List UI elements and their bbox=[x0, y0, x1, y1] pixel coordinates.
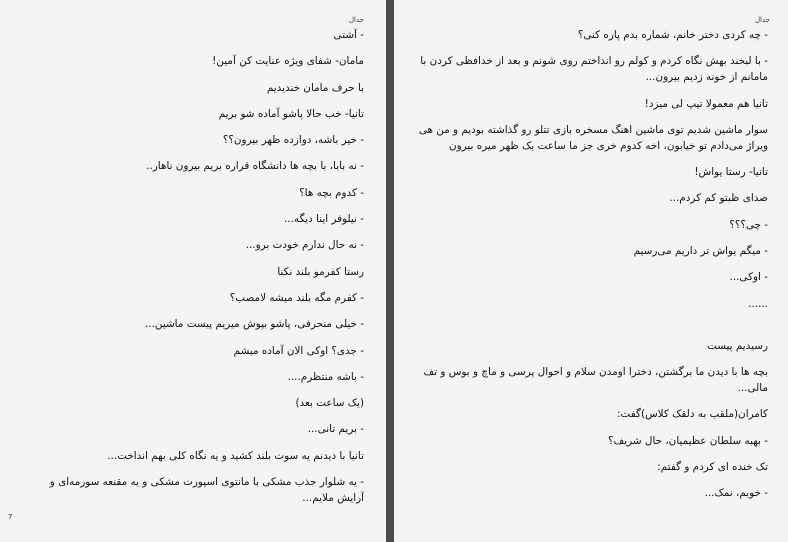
paragraph: - آشتی bbox=[333, 29, 364, 41]
paragraph: با حرف مامان خندیدیم bbox=[266, 81, 364, 94]
scene-break: ...... bbox=[748, 297, 768, 310]
right-page bbox=[394, 0, 788, 542]
paragraph: کامران(ملقب به دلقک کلاس)گفت: bbox=[617, 408, 768, 421]
paragraph: تانیا هم معمولا تیپ لی میزد! bbox=[644, 97, 768, 110]
paragraph: تانیا- رستا یواش! bbox=[694, 166, 768, 179]
paragraph: - خوبم، نمک... bbox=[704, 487, 768, 500]
running-header: جدال bbox=[754, 16, 770, 24]
running-header: جدال bbox=[348, 16, 364, 24]
paragraph: سوار ماشین شدیم توی ماشین اهنگ مسخره بازی تتلو رو گذاشته بودیم و من هی ویراژ می‌دادم تو خیابون، اخه کدوم خری جز ما ساعت یک ظهر میره بیرون bbox=[418, 123, 768, 152]
paragraph: رستا کفرمو بلند نکنا bbox=[277, 265, 364, 278]
paragraph: (یک ساعت بعد) bbox=[295, 397, 364, 410]
paragraph: تانیا با دیدنم یه سوت بلند کشید و یه نگاه کلی بهم انداخت... bbox=[107, 449, 364, 462]
paragraph: - بریم تانی... bbox=[307, 423, 364, 436]
paragraph: رسیدیم پیست bbox=[707, 339, 768, 352]
paragraph: - چی؟؟؟ bbox=[729, 218, 768, 231]
paragraph: صدای ظبتو کم کردم... bbox=[669, 192, 768, 205]
paragraph: - بهبه سلطان عظیمیان، حال شریف؟ bbox=[607, 434, 768, 447]
paragraph: - کفرم مگه بلند میشه لامصب؟ bbox=[229, 291, 364, 304]
paragraph: - میگم یواش تر داریم می‌رسیم bbox=[633, 245, 768, 258]
page-body bbox=[410, 27, 768, 511]
page-body bbox=[20, 27, 364, 516]
page-number: 7 bbox=[8, 513, 13, 521]
page-gutter bbox=[386, 0, 394, 542]
paragraph: - نیلوفر اینا دیگه... bbox=[283, 213, 364, 226]
paragraph: - خیر باشه، دوازده ظهر بیرون؟؟ bbox=[222, 134, 364, 147]
paragraph: - با لبخند بهش نگاه کردم و کولم رو انداختم روی شونم و بعد از خدافظی کردن با مامانم از خونه زدیم بیرون... bbox=[420, 55, 768, 84]
paragraph: - باشه منتظرم.... bbox=[287, 370, 364, 383]
paragraph: - جدی؟ اوکی الان آماده میشم bbox=[233, 344, 364, 357]
paragraph: مامان- شفای ویژه عنایت کن آمین! bbox=[212, 55, 364, 68]
paragraph: تک خنده ای کردم و گفتم: bbox=[657, 460, 768, 473]
paragraph: بچه ها با دیدن ما برگشتن، دخترا اومدن سلام و احوال پرسی و ماچ و بوس و تف مالی... bbox=[423, 365, 768, 394]
paragraph: - خیلی منحرفی، پاشو بپوش میریم پیست ماشین... bbox=[145, 318, 364, 331]
paragraph: - نه بابا، با بچه ها دانشگاه قراره بریم بیرون ناهار.. bbox=[146, 160, 364, 173]
paragraph: تانیا- خب حالا پاشو آماده شو بریم bbox=[218, 107, 364, 120]
paragraph: - نه حال ندارم خودت برو... bbox=[245, 239, 364, 252]
paragraph: - چه کردی دختر خانم، شماره بدم پاره کنی؟ bbox=[577, 29, 768, 41]
paragraph: - اوکی... bbox=[729, 271, 768, 284]
paragraph: - یه شلوار جذب مشکی با مانتوی اسپورت مشکی و یه مقنعه سورمه‌ای و آرایش ملایم... bbox=[49, 476, 364, 505]
left-page bbox=[0, 0, 386, 542]
paragraph: - کدوم بچه ها؟ bbox=[299, 186, 364, 199]
